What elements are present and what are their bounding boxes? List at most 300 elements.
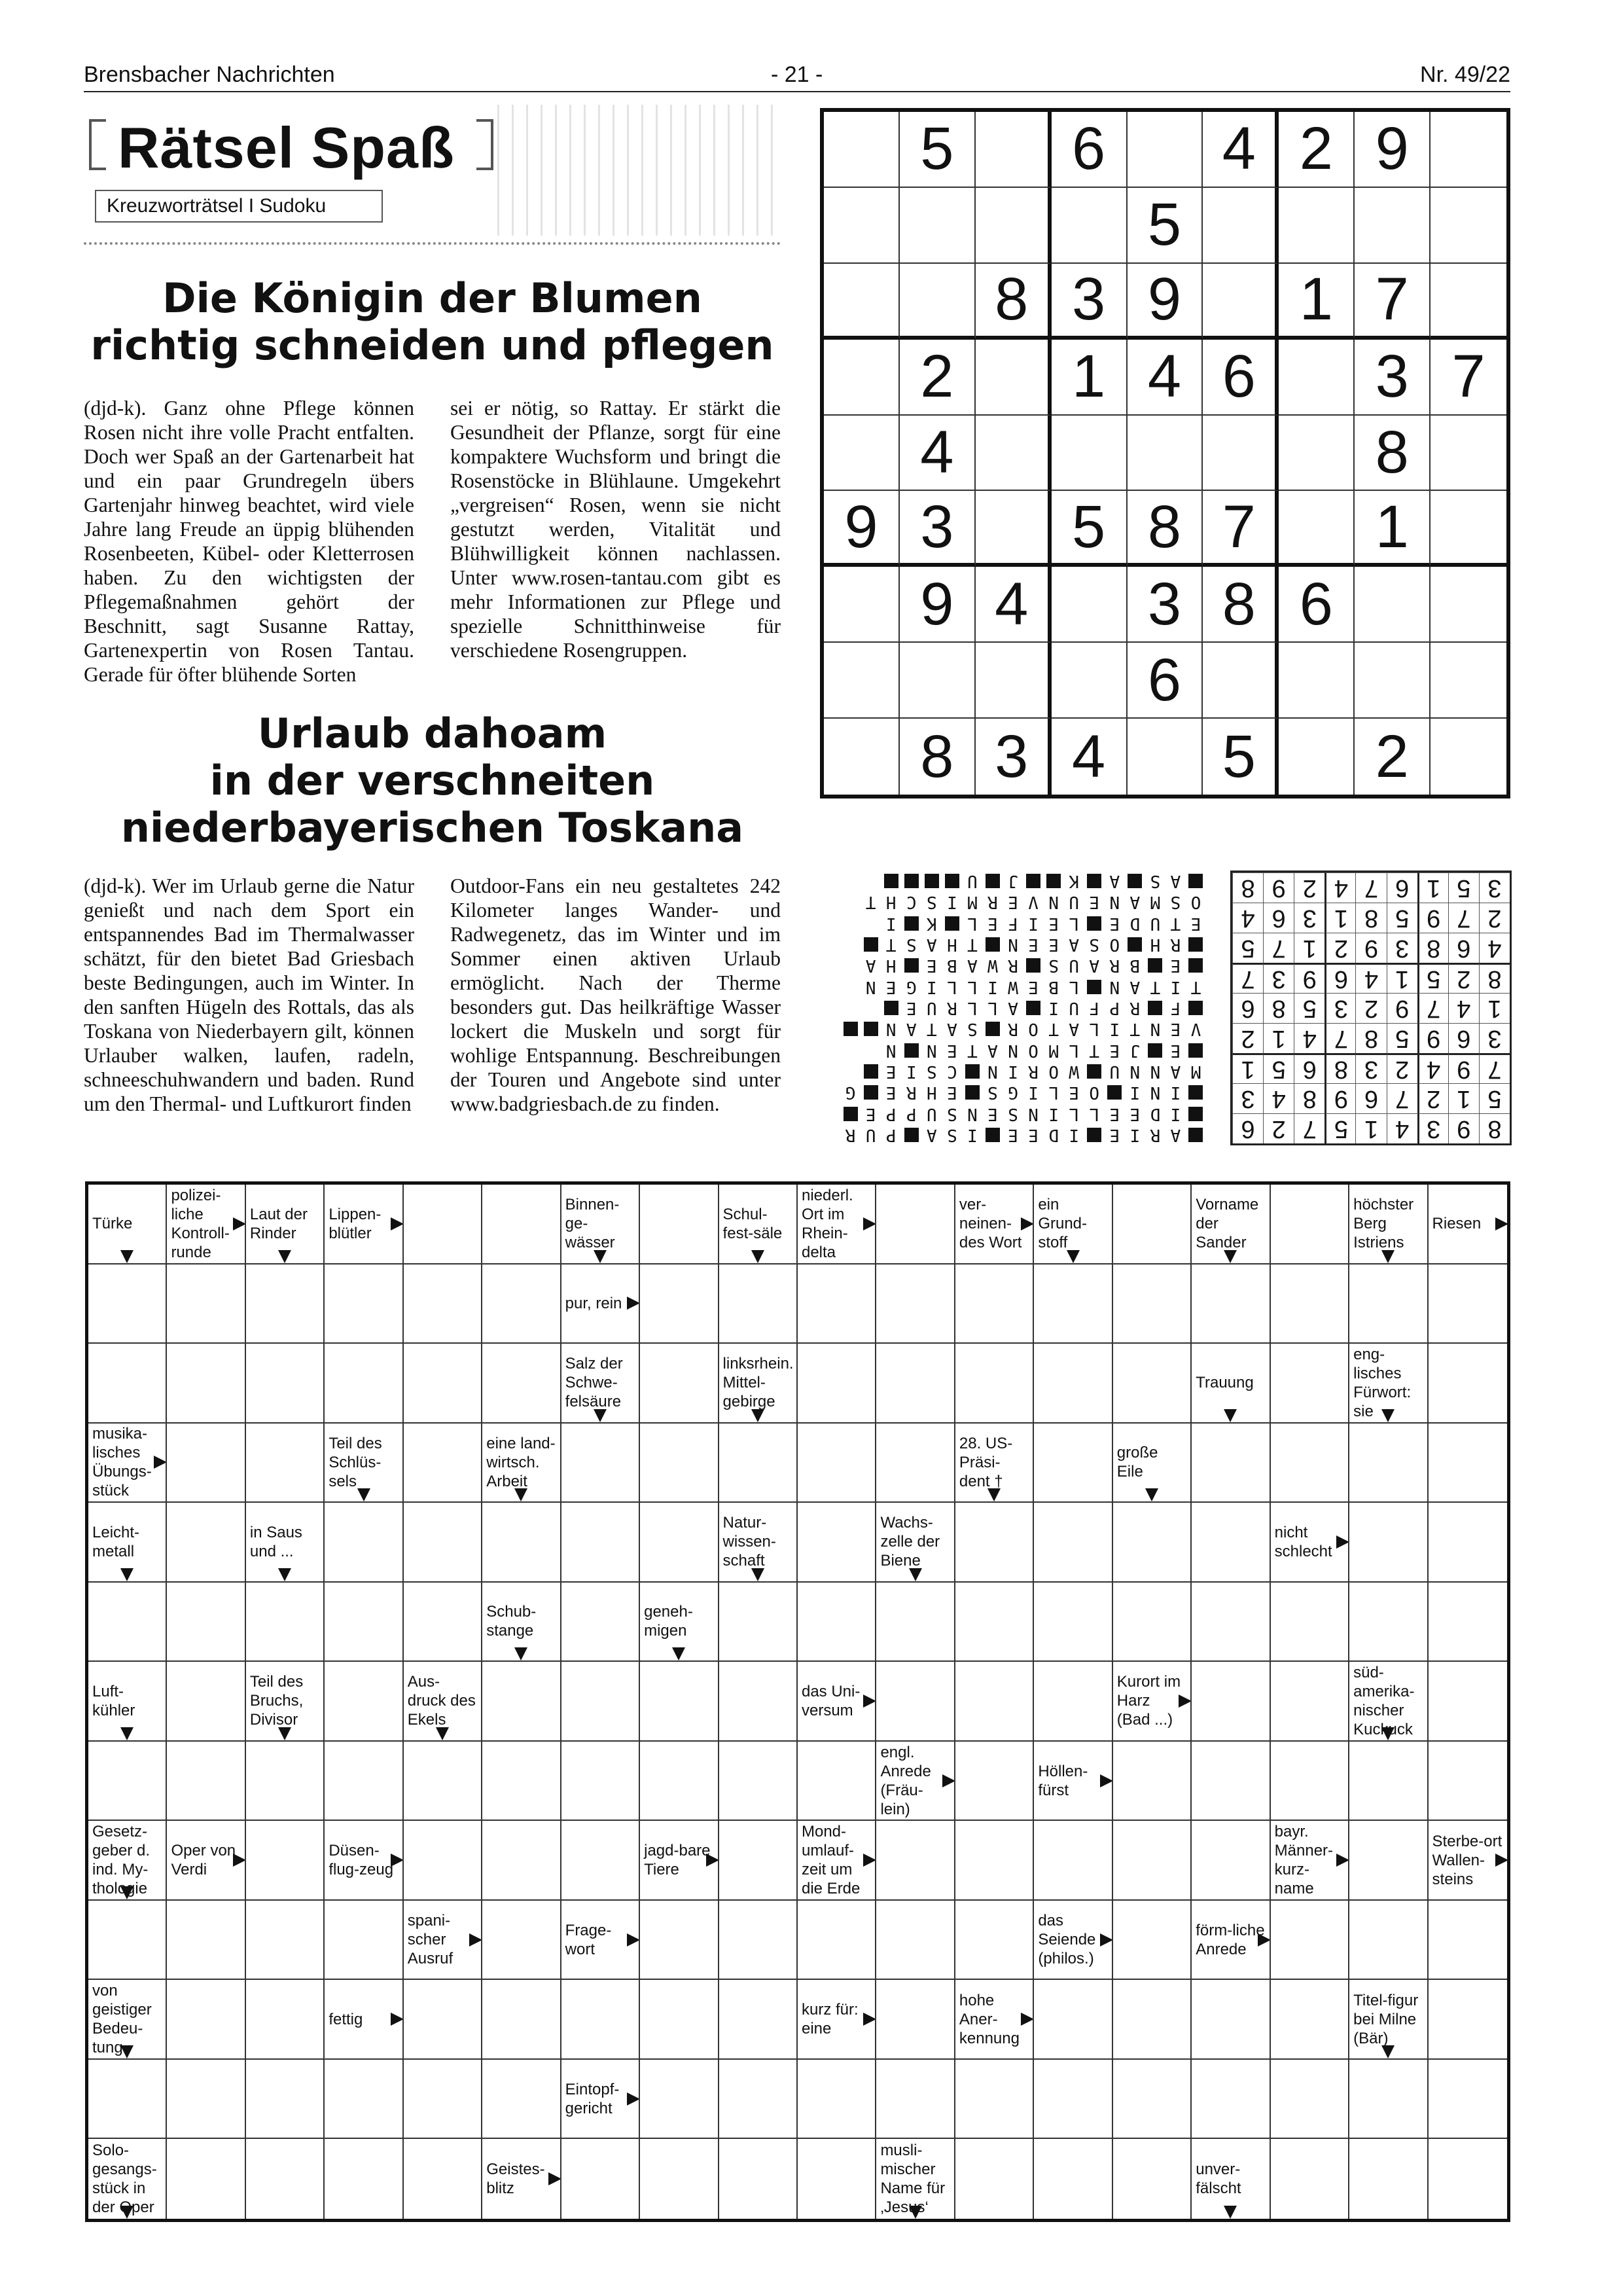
crossword-cell[interactable]	[88, 1742, 167, 1821]
crossword-cell[interactable]	[1429, 1503, 1507, 1583]
crossword-cell[interactable]	[246, 2139, 325, 2219]
sudoku-cell[interactable]	[1203, 264, 1279, 340]
sudoku-cell[interactable]: 7	[1203, 491, 1279, 567]
crossword-cell[interactable]	[640, 1424, 719, 1503]
crossword-cell[interactable]	[798, 1742, 876, 1821]
crossword-cell[interactable]	[482, 1265, 561, 1344]
crossword-cell[interactable]	[561, 1742, 640, 1821]
crossword-cell[interactable]	[325, 1583, 403, 1662]
crossword-cell[interactable]	[88, 2060, 167, 2140]
crossword-cell[interactable]	[955, 1821, 1034, 1901]
solution-letter: I	[1170, 1083, 1181, 1103]
crossword-cell[interactable]	[1113, 1185, 1192, 1265]
crossword-cell[interactable]	[876, 1265, 955, 1344]
sudoku-cell[interactable]: 6	[1203, 340, 1279, 416]
crossword-cell[interactable]	[1429, 1742, 1507, 1821]
crossword-cell[interactable]	[798, 1503, 876, 1583]
crossword-cell[interactable]	[955, 1662, 1034, 1742]
sudoku-cell[interactable]: 9	[1355, 112, 1431, 188]
sudoku-cell[interactable]	[1052, 567, 1128, 643]
solution-letter	[901, 1039, 921, 1060]
sudoku-cell[interactable]	[1128, 416, 1203, 492]
sudoku-cell[interactable]	[1355, 567, 1431, 643]
crossword-cell[interactable]	[561, 1662, 640, 1742]
crossword-cell[interactable]	[640, 1742, 719, 1821]
crossword-cell[interactable]	[1113, 1583, 1192, 1662]
sudoku-cell[interactable]: 3	[1052, 264, 1128, 340]
solution-letter: S	[987, 1083, 998, 1103]
crossword-cell[interactable]	[1429, 1344, 1507, 1424]
crossword-cell[interactable]	[955, 1503, 1034, 1583]
crossword-cell[interactable]	[167, 1742, 245, 1821]
crossword-clue	[640, 1821, 719, 1901]
sudoku-cell[interactable]	[1128, 719, 1203, 795]
crossword-cell[interactable]	[404, 1185, 482, 1265]
crossword-cell[interactable]	[246, 2060, 325, 2140]
crossword-cell[interactable]	[798, 1901, 876, 1981]
solution-letter: L	[987, 998, 998, 1018]
sudoku-cell[interactable]	[1355, 643, 1431, 719]
sudoku-cell[interactable]: 3	[976, 719, 1052, 795]
crossword-cell[interactable]	[561, 1583, 640, 1662]
sudoku-cell[interactable]	[824, 416, 900, 492]
sudoku-cell[interactable]	[1052, 416, 1128, 492]
crossword-cell[interactable]	[246, 1742, 325, 1821]
crossword-cell[interactable]	[1349, 1821, 1428, 1901]
crossword-cell[interactable]	[798, 1424, 876, 1503]
sudoku-cell[interactable]: 3	[900, 491, 976, 567]
sudoku-cell[interactable]: 8	[1128, 491, 1203, 567]
crossword-cell[interactable]	[1113, 2060, 1192, 2140]
crossword-cell[interactable]	[1271, 1344, 1349, 1424]
sudoku-cell[interactable]	[1431, 112, 1506, 188]
crossword-cell[interactable]	[325, 1901, 403, 1981]
crossword-cell[interactable]	[325, 1344, 403, 1424]
crossword-cell[interactable]	[1034, 1265, 1112, 1344]
sudoku-cell[interactable]	[900, 188, 976, 264]
crossword-cell[interactable]	[246, 1821, 325, 1901]
crossword-cell[interactable]	[1113, 1980, 1192, 2060]
crossword-cell[interactable]	[1034, 1821, 1112, 1901]
sudoku-cell[interactable]: 8	[976, 264, 1052, 340]
sudoku-cell[interactable]	[824, 264, 900, 340]
sudoku-cell[interactable]	[1279, 719, 1355, 795]
sudoku-cell[interactable]: 4	[976, 567, 1052, 643]
crossword-cell[interactable]	[167, 1424, 245, 1503]
solution-letter: A	[1089, 956, 1100, 976]
sudoku-cell[interactable]	[1279, 416, 1355, 492]
crossword-cell[interactable]	[876, 1424, 955, 1503]
crossword-cell[interactable]	[561, 2139, 640, 2219]
crossword-cell[interactable]	[167, 1344, 245, 1424]
sudoku-cell[interactable]: 1	[1279, 264, 1355, 340]
sudoku-cell[interactable]: 6	[1052, 112, 1128, 188]
crossword-cell[interactable]	[1429, 1265, 1507, 1344]
crossword-cell[interactable]	[1429, 2060, 1507, 2140]
clue-text: eng-lisches Fürwort: sie	[1353, 1345, 1412, 1420]
sudoku-cell[interactable]: 2	[1279, 112, 1355, 188]
crossword-cell[interactable]	[1429, 1662, 1507, 1742]
crossword-cell[interactable]	[719, 1424, 798, 1503]
sudoku-cell[interactable]: 4	[900, 416, 976, 492]
sudoku-cell[interactable]	[824, 567, 900, 643]
crossword-cell[interactable]	[482, 1185, 561, 1265]
sudoku-cell[interactable]	[824, 188, 900, 264]
crossword-cell[interactable]	[404, 1821, 482, 1901]
sudoku-cell[interactable]: 5	[1128, 188, 1203, 264]
solution-letter: R	[1008, 1019, 1018, 1039]
crossword-cell[interactable]	[1192, 1424, 1270, 1503]
crossword-cell[interactable]	[955, 1344, 1034, 1424]
crossword-cell[interactable]	[1113, 1503, 1192, 1583]
solution-letter: B	[947, 956, 957, 976]
crossword-cell[interactable]	[955, 2139, 1034, 2219]
crossword-cell[interactable]	[246, 1901, 325, 1981]
sudoku-cell[interactable]: 5	[1052, 491, 1128, 567]
crossword-cell[interactable]	[798, 1583, 876, 1662]
sudoku-cell[interactable]	[824, 643, 900, 719]
crossword-cell[interactable]	[1034, 1503, 1112, 1583]
solution-letter	[942, 870, 962, 891]
crossword-cell[interactable]	[404, 1503, 482, 1583]
crossword-cell[interactable]	[1034, 2139, 1112, 2219]
sudoku-solution-cell: 4	[1387, 1113, 1417, 1143]
crossword-cell[interactable]	[1113, 2139, 1192, 2219]
clue-text: Lippen-blütler	[329, 1205, 382, 1242]
crossword-cell[interactable]	[1113, 1265, 1192, 1344]
crossword-cell[interactable]	[482, 1742, 561, 1821]
crossword-cell[interactable]	[1349, 1742, 1428, 1821]
crossword-cell[interactable]	[1192, 1662, 1270, 1742]
crossword-cell[interactable]	[1271, 1742, 1349, 1821]
sudoku-cell[interactable]	[976, 643, 1052, 719]
crossword-cell[interactable]	[1034, 2060, 1112, 2140]
crossword-cell[interactable]	[246, 1980, 325, 2060]
crossword-cell[interactable]	[482, 1662, 561, 1742]
sudoku-cell[interactable]: 9	[900, 567, 976, 643]
crossword-cell[interactable]	[404, 1424, 482, 1503]
crossword-cell[interactable]	[1429, 1424, 1507, 1503]
crossword-cell[interactable]	[1192, 1821, 1270, 1901]
crossword-cell[interactable]	[1271, 1662, 1349, 1742]
crossword-cell[interactable]	[167, 1503, 245, 1583]
crossword-cell[interactable]	[955, 1583, 1034, 1662]
crossword-cell[interactable]	[719, 1821, 798, 1901]
sudoku-cell[interactable]: 8	[1203, 567, 1279, 643]
crossword-cell[interactable]	[88, 1901, 167, 1981]
crossword-cell[interactable]	[88, 1265, 167, 1344]
crossword-cell[interactable]	[246, 1583, 325, 1662]
crossword-cell[interactable]	[719, 1901, 798, 1981]
solution-letter: M	[1150, 892, 1161, 912]
crossword-cell[interactable]	[1192, 1265, 1270, 1344]
crossword-cell[interactable]	[955, 1265, 1034, 1344]
sudoku-cell[interactable]: 7	[1431, 340, 1506, 416]
crossword-cell[interactable]	[1349, 2139, 1428, 2219]
crossword-cell[interactable]	[955, 1742, 1034, 1821]
crossword-cell[interactable]	[167, 1901, 245, 1981]
arrow-right-icon	[1100, 1774, 1113, 1787]
sudoku-cell[interactable]	[1431, 188, 1506, 264]
crossword-cell[interactable]	[167, 1662, 245, 1742]
sudoku-solution-cell: 7	[1263, 933, 1294, 963]
crossword-cell[interactable]	[876, 1662, 955, 1742]
crossword-cell[interactable]	[1349, 2060, 1428, 2140]
solution-letter	[942, 913, 962, 934]
sudoku-cell[interactable]	[1203, 416, 1279, 492]
sudoku-cell[interactable]	[1279, 340, 1355, 416]
arrow-right-icon	[863, 1695, 876, 1708]
crossword-cell[interactable]	[1034, 1980, 1112, 2060]
crossword-cell[interactable]	[167, 1583, 245, 1662]
crossword-cell[interactable]	[640, 2060, 719, 2140]
crossword-cell[interactable]	[955, 1901, 1034, 1981]
crossword-cell[interactable]	[640, 1901, 719, 1981]
sudoku-cell[interactable]: 1	[1052, 340, 1128, 416]
crossword-cell[interactable]	[1271, 1980, 1349, 2060]
clue-text: fettig	[329, 2010, 363, 2028]
crossword-cell[interactable]	[1113, 1344, 1192, 1424]
crossword-cell[interactable]	[1192, 2060, 1270, 2140]
crossword-cell[interactable]	[482, 1344, 561, 1424]
sudoku-cell[interactable]: 9	[1128, 264, 1203, 340]
crossword-cell[interactable]	[561, 1980, 640, 2060]
sudoku-cell[interactable]	[976, 416, 1052, 492]
crossword-clue	[1034, 1742, 1112, 1821]
crossword-cell[interactable]	[1192, 1742, 1270, 1821]
sudoku-cell[interactable]	[824, 340, 900, 416]
crossword-clue	[640, 1583, 719, 1662]
sudoku-cell[interactable]	[1431, 643, 1506, 719]
crossword-cell[interactable]	[404, 1344, 482, 1424]
crossword-cell[interactable]	[719, 2139, 798, 2219]
solution-letter	[1186, 955, 1206, 976]
sudoku-cell[interactable]: 5	[1203, 719, 1279, 795]
sudoku-cell[interactable]	[1203, 188, 1279, 264]
solution-letter: I	[1109, 1019, 1120, 1039]
crossword-cell[interactable]	[1113, 1742, 1192, 1821]
solution-letter	[861, 870, 881, 891]
crossword-cell[interactable]	[1349, 1583, 1428, 1662]
crossword-cell[interactable]	[640, 1265, 719, 1344]
crossword-cell[interactable]	[640, 2139, 719, 2219]
crossword-cell[interactable]	[325, 1742, 403, 1821]
crossword-cell[interactable]	[88, 1344, 167, 1424]
solution-letter	[1105, 1082, 1125, 1103]
sudoku-cell[interactable]	[1431, 264, 1506, 340]
crossword-cell[interactable]	[404, 1980, 482, 2060]
sudoku-cell[interactable]	[1279, 643, 1355, 719]
crossword-cell[interactable]	[561, 1821, 640, 1901]
crossword-cell[interactable]	[876, 1583, 955, 1662]
sudoku-cell[interactable]: 2	[900, 340, 976, 416]
crossword-cell[interactable]	[1034, 1583, 1112, 1662]
crossword-cell[interactable]	[1271, 2139, 1349, 2219]
crossword-cell[interactable]	[640, 1980, 719, 2060]
crossword-cell[interactable]	[1271, 2060, 1349, 2140]
crossword-clue	[246, 1662, 325, 1742]
clue-text: Kurort im Harz (Bad ...)	[1116, 1673, 1181, 1729]
sudoku-solution-cell: 1	[1232, 1053, 1263, 1083]
solution-letter	[861, 913, 881, 934]
sudoku-cell[interactable]	[900, 643, 976, 719]
crossword-cell[interactable]	[640, 1662, 719, 1742]
crossword-cell[interactable]	[640, 1185, 719, 1265]
sudoku-cell[interactable]: 2	[1355, 719, 1431, 795]
crossword-cell[interactable]	[482, 2060, 561, 2140]
clue-text: Binnen-ge-wässer	[565, 1196, 620, 1252]
sudoku-cell[interactable]	[824, 112, 900, 188]
crossword-cell[interactable]	[325, 2060, 403, 2140]
crossword-cell[interactable]	[798, 2060, 876, 2140]
sudoku-solution-cell: 5	[1448, 872, 1479, 903]
crossword-cell[interactable]	[167, 1265, 245, 1344]
crossword-cell[interactable]	[1271, 1901, 1349, 1981]
crossword-clue	[325, 1185, 403, 1265]
crossword-cell[interactable]	[876, 1185, 955, 1265]
sudoku-cell[interactable]	[976, 340, 1052, 416]
crossword-cell[interactable]	[876, 1344, 955, 1424]
crossword-cell[interactable]	[1192, 1980, 1270, 2060]
sudoku-cell[interactable]: 3	[1355, 340, 1431, 416]
crossword-clue	[88, 2139, 167, 2219]
crossword-cell[interactable]	[1429, 1980, 1507, 2060]
crossword-cell[interactable]	[88, 1583, 167, 1662]
crossword-cell[interactable]	[1271, 1185, 1349, 1265]
sudoku-cell[interactable]: 1	[1355, 491, 1431, 567]
crossword-cell[interactable]	[719, 1662, 798, 1742]
crossword-cell[interactable]	[1429, 1901, 1507, 1981]
crossword-cell[interactable]	[719, 1265, 798, 1344]
sudoku-cell[interactable]	[1355, 188, 1431, 264]
crossword-cell[interactable]	[404, 2060, 482, 2140]
crossword-cell[interactable]	[167, 1980, 245, 2060]
solution-letter: F	[1170, 998, 1181, 1018]
crossword-cell[interactable]	[1192, 1583, 1270, 1662]
crossword-cell[interactable]	[404, 1583, 482, 1662]
sudoku-cell[interactable]	[1128, 112, 1203, 188]
crossword-cell[interactable]	[167, 2139, 245, 2219]
sudoku-cell[interactable]: 7	[1355, 264, 1431, 340]
sudoku-cell[interactable]	[1279, 491, 1355, 567]
sudoku-cell[interactable]	[976, 491, 1052, 567]
solution-letter: E	[885, 977, 897, 997]
sudoku-cell[interactable]: 5	[900, 112, 976, 188]
crossword-cell[interactable]	[325, 1265, 403, 1344]
crossword-cell[interactable]	[798, 2139, 876, 2219]
crossword-cell[interactable]	[719, 1742, 798, 1821]
crossword-cell[interactable]	[1349, 1265, 1428, 1344]
crossword-cell[interactable]	[1271, 1424, 1349, 1503]
crossword-cell[interactable]	[246, 1424, 325, 1503]
sudoku-cell[interactable]	[976, 188, 1052, 264]
crossword-cell[interactable]	[1034, 1424, 1112, 1503]
crossword-cell[interactable]	[1271, 1583, 1349, 1662]
crossword-cell[interactable]	[1113, 1821, 1192, 1901]
crossword-cell[interactable]	[1349, 1503, 1428, 1583]
crossword-cell[interactable]	[404, 1265, 482, 1344]
crossword-cell[interactable]	[561, 1424, 640, 1503]
crossword-cell[interactable]	[1429, 1583, 1507, 1662]
crossword-cell[interactable]	[561, 1503, 640, 1583]
crossword-cell[interactable]	[167, 2060, 245, 2140]
sudoku-cell[interactable]: 4	[1128, 340, 1203, 416]
crossword-cell[interactable]	[719, 1980, 798, 2060]
sudoku-cell[interactable]: 6	[1128, 643, 1203, 719]
sudoku-cell[interactable]	[1279, 188, 1355, 264]
solution-letter: T	[967, 935, 978, 955]
crossword-cell[interactable]	[640, 1503, 719, 1583]
solution-letter	[962, 1061, 982, 1082]
sudoku-solution-cell: 7	[1232, 963, 1263, 993]
sudoku-cell[interactable]	[1431, 567, 1506, 643]
sudoku-cell[interactable]: 4	[1052, 719, 1128, 795]
sudoku-cell[interactable]	[1052, 643, 1128, 719]
solution-letter	[1145, 997, 1165, 1018]
crossword-cell[interactable]	[1429, 2139, 1507, 2219]
crossword-cell[interactable]	[719, 1583, 798, 1662]
sudoku-solution-cell: 1	[1448, 1083, 1479, 1113]
crossword-cell[interactable]	[482, 1980, 561, 2060]
crossword-cell[interactable]	[325, 1662, 403, 1742]
crossword-cell[interactable]	[325, 2139, 403, 2219]
crossword-cell[interactable]	[246, 1265, 325, 1344]
crossword-cell[interactable]	[482, 1901, 561, 1981]
crossword-cell[interactable]	[640, 1344, 719, 1424]
sudoku-cell[interactable]: 4	[1203, 112, 1279, 188]
solution-letter: H	[885, 892, 897, 912]
crossword-cell[interactable]	[1034, 1344, 1112, 1424]
crossword-cell[interactable]	[404, 1742, 482, 1821]
crossword-cell[interactable]	[798, 1344, 876, 1424]
crossword-cell[interactable]	[1113, 1901, 1192, 1981]
sudoku-cell[interactable]: 8	[900, 719, 976, 795]
crossword-cell[interactable]	[798, 1265, 876, 1344]
crossword-cell[interactable]	[1349, 1901, 1428, 1981]
crossword-cell[interactable]	[482, 1821, 561, 1901]
sudoku-cell[interactable]	[900, 264, 976, 340]
crossword-cell[interactable]	[482, 1503, 561, 1583]
crossword-cell[interactable]	[876, 1901, 955, 1981]
sudoku-cell[interactable]	[1431, 719, 1506, 795]
crossword-cell[interactable]	[719, 2060, 798, 2140]
sudoku-cell[interactable]	[1052, 188, 1128, 264]
crossword-cell[interactable]	[955, 2060, 1034, 2140]
arrow-down-icon	[1224, 1409, 1237, 1422]
sudoku-cell[interactable]: 6	[1279, 567, 1355, 643]
crossword-cell[interactable]	[1034, 1662, 1112, 1742]
crossword-cell[interactable]	[876, 2060, 955, 2140]
sudoku-cell[interactable]	[1431, 491, 1506, 567]
solution-letter: G	[906, 977, 917, 997]
crossword-cell[interactable]	[404, 2139, 482, 2219]
sudoku-cell[interactable]: 3	[1128, 567, 1203, 643]
solution-letter	[840, 997, 861, 1018]
crossword-cell[interactable]	[246, 1344, 325, 1424]
sudoku-cell[interactable]: 8	[1355, 416, 1431, 492]
crossword-cell[interactable]	[325, 1503, 403, 1583]
sudoku-cell[interactable]	[976, 112, 1052, 188]
crossword-cell[interactable]	[876, 1980, 955, 2060]
crossword-cell[interactable]	[876, 1821, 955, 1901]
crossword-cell[interactable]	[1271, 1265, 1349, 1344]
sudoku-cell[interactable]	[824, 719, 900, 795]
sudoku-cell[interactable]: 9	[824, 491, 900, 567]
crossword-cell[interactable]	[1349, 1424, 1428, 1503]
sudoku-cell[interactable]	[1431, 416, 1506, 492]
crossword-cell[interactable]	[1192, 1503, 1270, 1583]
sudoku-cell[interactable]	[1203, 643, 1279, 719]
